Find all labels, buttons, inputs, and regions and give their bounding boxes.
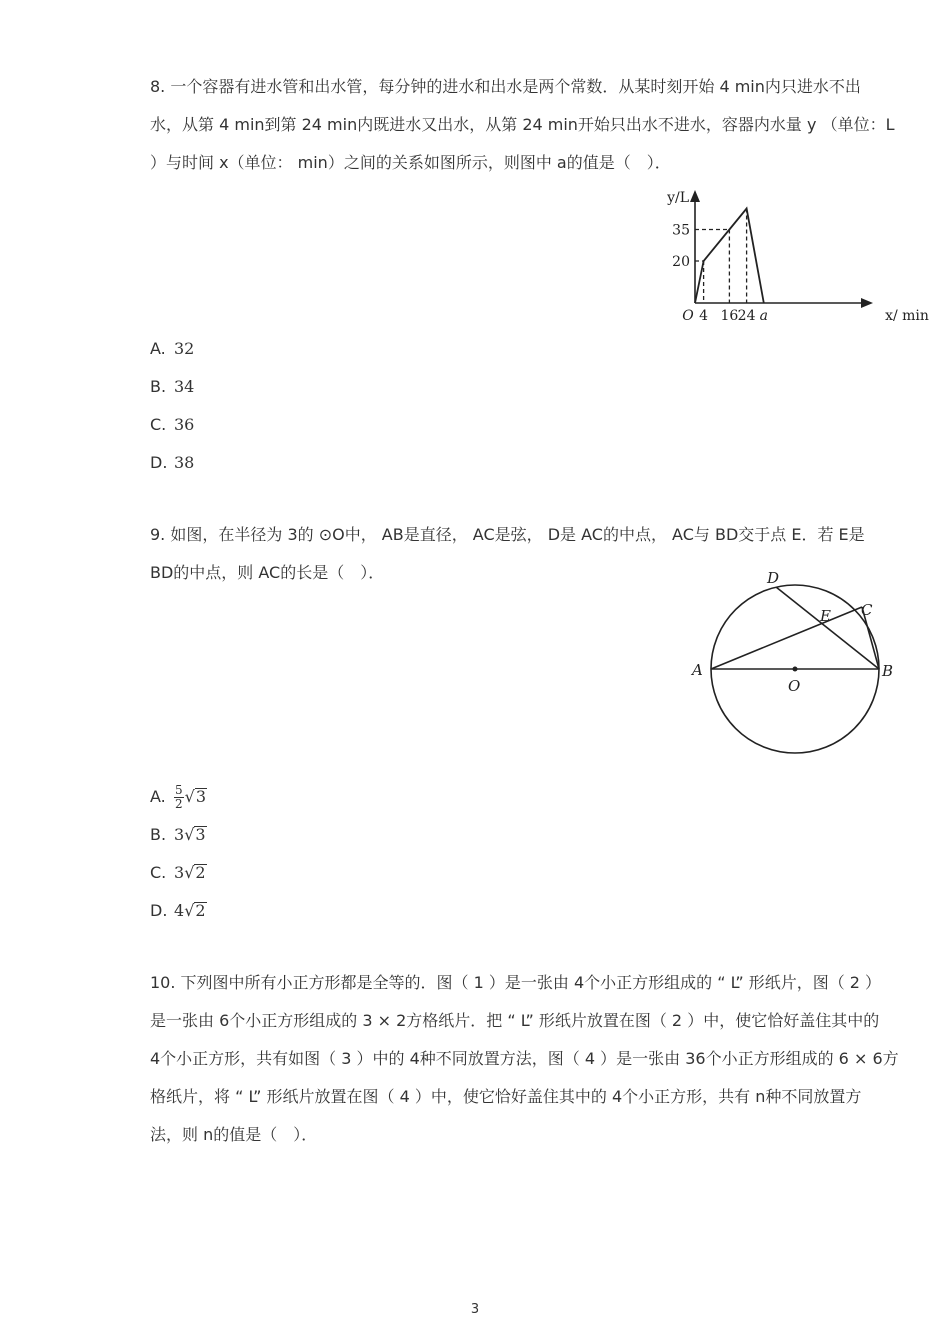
option-radical: √2	[184, 901, 206, 920]
option-letter: C.	[150, 415, 167, 434]
y-tick-label: 35	[672, 222, 690, 239]
q9-option-d[interactable]	[150, 901, 207, 921]
question-8-line-2: 水，从第 4 min到第 24 min内既进水又出水，从第 24 min开始只出水不进水，容器内水量 y （单位：L	[150, 115, 895, 134]
question-9-line-1: 9. 如图，在半径为 3的 ⊙O中， AB是直径， AC是弦， D是 AC的中点， AC与 BD交于点 E．若 E是	[150, 525, 865, 544]
label-b: B	[882, 662, 894, 680]
graph-axes	[690, 190, 873, 308]
option-value: 38	[174, 453, 195, 472]
label-c: C	[861, 601, 873, 619]
option-letter: D.	[150, 453, 168, 472]
label-e: E	[820, 607, 831, 625]
graph-guide-lines	[695, 209, 747, 304]
q8-option-b[interactable]	[150, 377, 194, 397]
question-10-line-4: 格纸片，将 “ L” 形纸片放置在图（ 4 ）中，使它恰好盖住其中的 4个小正方形，共有 n种不同放置方	[150, 1087, 862, 1106]
water-volume-graph	[650, 180, 929, 330]
x-tick-label: 24	[737, 308, 756, 324]
question-10-line-3: 4个小正方形，共有如图（ 3 ）中的 4种不同放置方法，图（ 4 ）是一张由 36个小正方形组成的 6 × 6方	[150, 1049, 899, 1068]
option-coefficient: 4	[174, 901, 185, 920]
y-axis-label: y/L	[667, 190, 689, 206]
label-d: D	[767, 569, 780, 587]
question-9-line-2: BD的中点，则 AC的长是（ ）．	[150, 563, 385, 582]
question-10-text	[150, 964, 902, 1154]
x-tick-label: 4	[699, 308, 709, 324]
question-10-line-5: 法，则 n的值是（ ）．	[150, 1125, 318, 1144]
q9-option-b[interactable]	[150, 825, 207, 845]
center-point	[793, 667, 798, 672]
question-10-line-2: 是一张由 6个小正方形组成的 3 × 2方格纸片．把 “ L” 形纸片放置在图（ 2 ）中，使它恰好盖住其中的	[150, 1011, 880, 1030]
option-coefficient: 3	[174, 863, 185, 882]
y-axis-arrow	[690, 190, 700, 202]
question-8-line-3: ）与时间 x（单位： min）之间的关系如图所示，则图中 a的值是（ ）．	[150, 153, 671, 172]
q8-option-d[interactable]	[150, 453, 194, 473]
page-number: 3	[470, 1302, 480, 1317]
question-8-line-1: 8. 一个容器有进水管和出水管，每分钟的进水和出水是两个常数．从某时刻开始 4 min内只进水不出	[150, 77, 861, 96]
segment-bd	[776, 587, 879, 669]
label-o: O	[788, 677, 801, 695]
option-radical: √2	[184, 863, 206, 882]
x-axis-label: x/ min	[885, 308, 929, 324]
option-letter: A.	[150, 787, 166, 806]
option-letter: D.	[150, 901, 168, 920]
option-radical: √3	[184, 787, 207, 806]
question-10-line-1: 10. 下列图中所有小正方形都是全等的．图（ 1 ）是一张由 4个小正方形组成的 “ L” 形纸片，图（ 2 ）	[150, 973, 882, 992]
circle-figure	[680, 565, 910, 765]
x-tick-label: a	[759, 308, 768, 324]
option-letter: B.	[150, 377, 167, 396]
option-letter: A.	[150, 339, 166, 358]
q8-option-a[interactable]	[150, 339, 194, 359]
option-coefficient: 3	[174, 825, 185, 844]
graph-labels	[666, 190, 929, 324]
option-letter: C.	[150, 863, 167, 882]
x-axis-arrow	[861, 298, 873, 308]
q9-option-c[interactable]	[150, 863, 207, 883]
origin-label: O	[682, 308, 694, 324]
option-value: 34	[174, 377, 195, 396]
option-radical: √3	[184, 825, 206, 844]
option-letter: B.	[150, 825, 167, 844]
x-tick-label: 16	[720, 308, 739, 324]
question-8-text	[150, 68, 902, 182]
q9-option-a[interactable]	[150, 784, 207, 811]
label-a: A	[692, 661, 703, 679]
option-value: 36	[174, 415, 195, 434]
q8-option-c[interactable]	[150, 415, 194, 435]
option-value: 32	[174, 339, 195, 358]
y-tick-label: 20	[672, 254, 690, 270]
option-fraction: $\frac{5}{2}$	[175, 783, 183, 811]
